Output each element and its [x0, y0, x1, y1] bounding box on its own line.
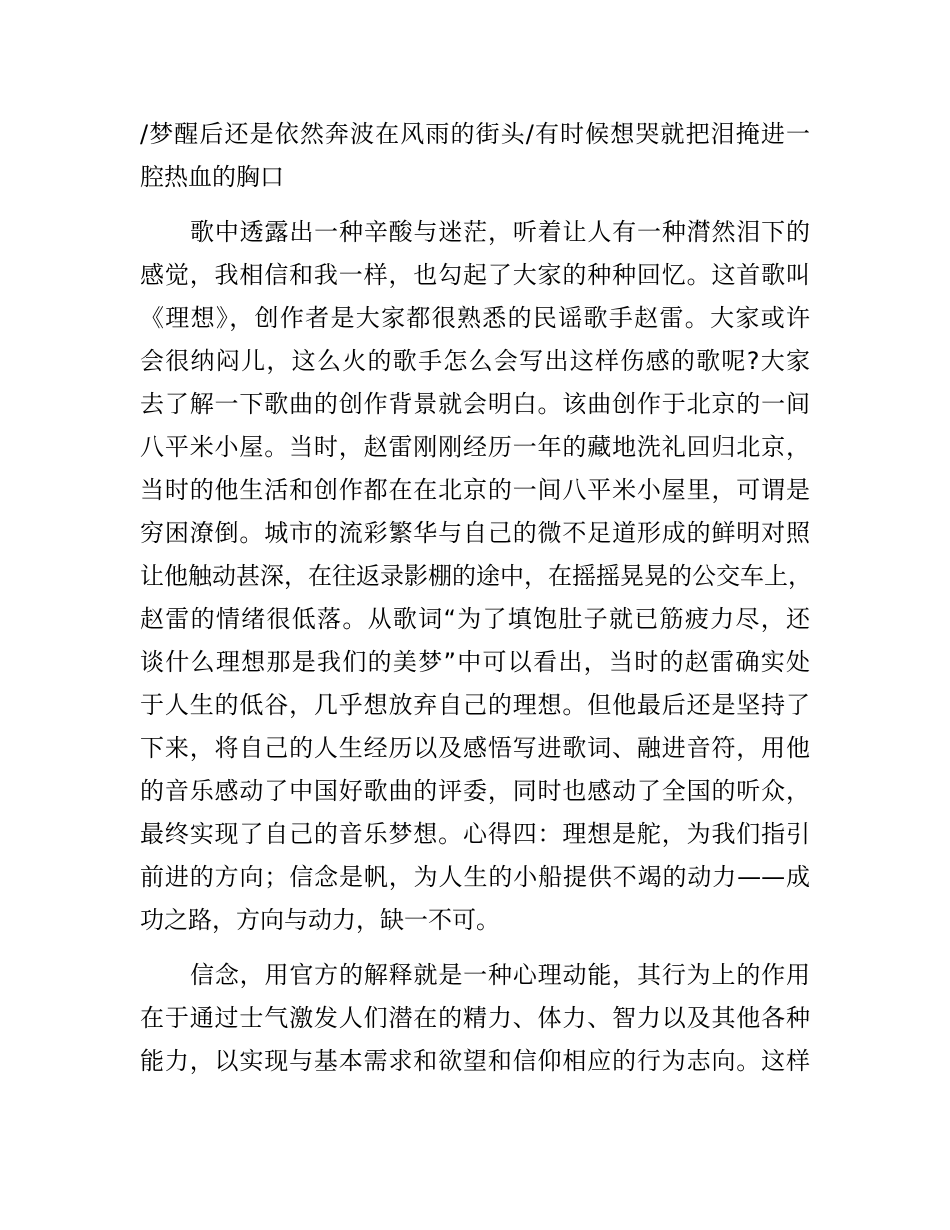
text-line: 让他触动甚深，在往返录影棚的途中，在摇摇晃晃的公交车上， — [140, 562, 812, 590]
text-line: 当时的他生活和创作都在在北京的一间八平米小屋里，可谓是 — [140, 476, 810, 504]
document-page — [140, 113, 810, 1095]
text-line: 信念，用官方的解释就是一种心理动能，其行为上的作用 — [190, 961, 810, 989]
text-line: 在于通过士气激发人们潜在的精力、体力、智力以及其他各种 — [140, 1004, 810, 1032]
text-line: 八平米小屋。当时，赵雷刚刚经历一年的藏地洗礼回归北京， — [140, 433, 810, 461]
text-line: 穷困潦倒。城市的流彩繁华与自己的微不足道形成的鲜明对照 — [140, 519, 810, 547]
text-line: 的音乐感动了中国好歌曲的评委，同时也感动了全国的听众， — [140, 777, 810, 805]
text-line: 歌中透露出一种辛酸与迷茫，听着让人有一种潸然泪下的 — [190, 218, 810, 246]
text-line: 会很纳闷儿，这么火的歌手怎么会写出这样伤感的歌呢?大家 — [140, 347, 810, 375]
text-line: 功之路，方向与动力，缺一不可。 — [140, 906, 500, 934]
text-line: 前进的方向；信念是帆，为人生的小船提供不竭的动力——成 — [140, 863, 810, 891]
paragraph — [140, 113, 810, 199]
text-line: 最终实现了自己的音乐梦想。心得四：理想是舵，为我们指引 — [140, 820, 810, 848]
text-line: /梦醒后还是依然奔波在风雨的街头/有时候想哭就把泪掩进一 — [140, 120, 810, 148]
text-line: 能力，以实现与基本需求和欲望和信仰相应的行为志向。这样 — [140, 1047, 810, 1075]
paragraph — [140, 211, 810, 942]
text-line: 腔热血的胸口 — [140, 163, 284, 191]
paragraph — [140, 954, 810, 1083]
text-line: 于人生的低谷，几乎想放弃自己的理想。但他最后还是坚持了 — [140, 691, 810, 719]
text-line: 谈什么理想那是我们的美梦”中可以看出，当时的赵雷确实处 — [140, 648, 810, 676]
text-line: 去了解一下歌曲的创作背景就会明白。该曲创作于北京的一间 — [140, 390, 810, 418]
text-line: 下来，将自己的人生经历以及感悟写进歌词、融进音符，用他 — [140, 734, 810, 762]
text-line: 赵雷的情绪很低落。从歌词“为了填饱肚子就已筋疲力尽，还 — [140, 605, 810, 633]
text-line: 感觉，我相信和我一样，也勾起了大家的种种回忆。这首歌叫 — [140, 261, 810, 289]
text-line: 《理想》，创作者是大家都很熟悉的民谣歌手赵雷。大家或许 — [140, 304, 810, 332]
